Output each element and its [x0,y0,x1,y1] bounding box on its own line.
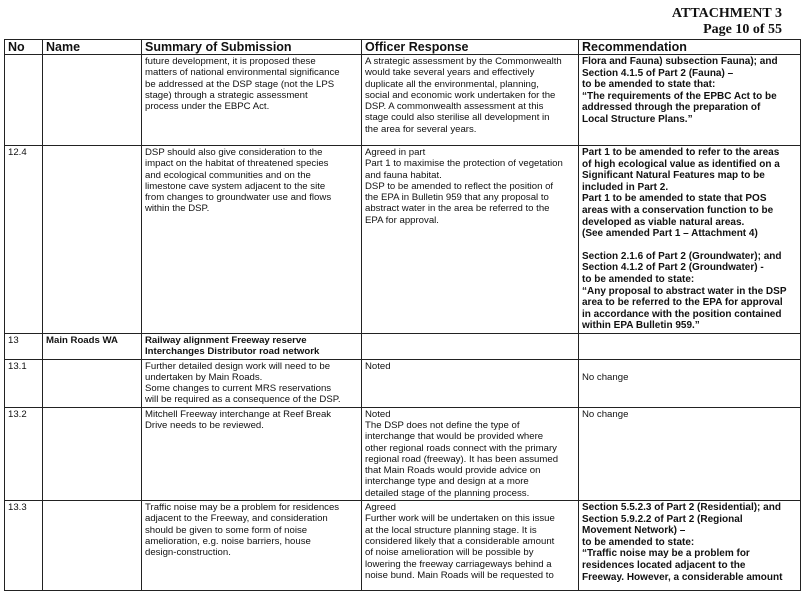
cell-recommendation [579,359,801,407]
recommendation-text-2: Section 2.1.6 of Part 2 (Groundwater); and Section 4.1.2 of Part 2 (Groundwater) - to be amended to state: “Any proposal to abstract water in the DSP area to be referred to the EPA for approval in accordance with the position contained within EPA Bulletin 959.” [582,250,787,332]
cell-response [362,333,579,359]
attachment-label: ATTACHMENT 3 [671,6,782,21]
summary-text: DSP should also give consideration to the impact on the habitat of threatened species and ecological communities and on the limestone cave system adjacent to the site from changes to groundwater use and flows within the DSP. [145,147,332,215]
cell-summary [142,359,362,407]
cell-summary [142,501,362,591]
summary-text: Traffic noise may be a problem for residences adjacent to the Freeway, and consideration should be given to some form of noise amelioration, e.g. noise barriers, house design-construction. [145,502,340,559]
cell-summary [142,333,362,359]
cell-response [362,359,579,407]
cell-no: 13.3 [5,501,43,591]
cell-response [362,407,579,500]
table-row [5,55,801,146]
response-text: Noted [365,360,391,372]
cell-summary [142,407,362,500]
col-header-response: Officer Response [362,40,579,55]
table-row [5,333,801,359]
summary-text: future development, it is proposed these matters of national environmental significance be addressed at the DSP stage (not the LPS stage) through a strategic assessment process under the EBPC Act. [145,56,340,113]
response-text: A strategic assessment by the Commonwealth would take several years and effectively duplicate all the environmental, planning, social and economic work undertaken for the DSP. A commonwealth assessment at this stage could also sterilise all development in the area for several years. [365,56,562,135]
recommendation-text: Flora and Fauna) subsection Fauna); and Section 4.1.5 of Part 2 (Fauna) – to be amended to state that: “The requirements of the EPBC Act to be addressed through the preparation of Local Structure Plans.” [582,56,778,125]
response-text: Agreed Further work will be undertaken on this issue at the local structure planning stage. It is considered likely that a considerable amount of noise amelioration will be possible by lowering the freeway carriageways behind a noise bund. Main Roads will be requested to [365,502,555,581]
cell-no [5,55,43,146]
cell-response [362,146,579,334]
cell-summary [142,146,362,334]
cell-name [43,501,142,591]
cell-no: 12.4 [5,146,43,334]
cell-no: 13.1 [5,359,43,407]
response-text: Agreed in part Part 1 to maximise the protection of vegetation and fauna habitat. DSP to be amended to reflect the position of the EPA in Bulletin 959 that any proposal to abstract water in the area be referred to the EPA for approval. [365,147,563,226]
summary-text: Mitchell Freeway interchange at Reef Break Drive needs to be reviewed. [145,408,332,431]
cell-response [362,55,579,146]
col-header-summary: Summary of Submission [142,40,362,55]
cell-response [362,501,579,591]
col-header-name: Name [43,40,142,55]
response-text: Noted The DSP does not define the type of interchange that would be provided where other regional roads connect with the primary regional road (freeway). It has been assumed that Main Roads would provide advice on interchange type and design at a more detailed stage of the planning process. [365,408,559,499]
recommendation-text: Part 1 to be amended to refer to the areas of high ecological value as identified on a Significant Natural Features map to be included in Part 2. Part 1 to be amended to state that POS areas with a conservation function to be developed as viable natural areas. (See amended Part 1 – Attachment 4) [582,147,780,240]
cell-summary [142,55,362,146]
cell-recommendation [579,501,801,591]
table-row [5,407,801,500]
cell-no: 13 [5,333,43,359]
cell-name [43,55,142,146]
cell-recommendation [579,407,801,500]
col-header-recommendation: Recommendation [579,40,801,55]
table-header-row [5,40,801,55]
cell-no: 13.2 [5,407,43,500]
col-header-no: No [5,40,43,55]
cell-name [43,359,142,407]
cell-recommendation [579,146,801,334]
summary-text: Further detailed design work will need to be undertaken by Main Roads. Some changes to current MRS reservations will be required as a consequence of the DSP. [145,360,341,406]
cell-recommendation [579,333,801,359]
recommendation-text: No change [582,371,629,383]
table-row [5,501,801,591]
page-number: Page 10 of 55 [703,22,782,37]
submissions-table [4,39,801,591]
table-row [5,359,801,407]
recommendation-text: Section 5.5.2.3 of Part 2 (Residential); and Section 5.9.2.2 of Part 2 (Regional Movement Network) – to be amended to state: “Traffic noise may be a problem for residences located adjacent to the Freeway. However, a considerable amount [582,502,783,583]
recommendation-text: No change [582,408,629,420]
table-row [5,146,801,334]
cell-name: Main Roads WA [43,333,142,359]
cell-recommendation [579,55,801,146]
cell-name [43,407,142,500]
summary-text: Railway alignment Freeway reserve Interchanges Distributor road network [145,334,320,358]
cell-name [43,146,142,334]
